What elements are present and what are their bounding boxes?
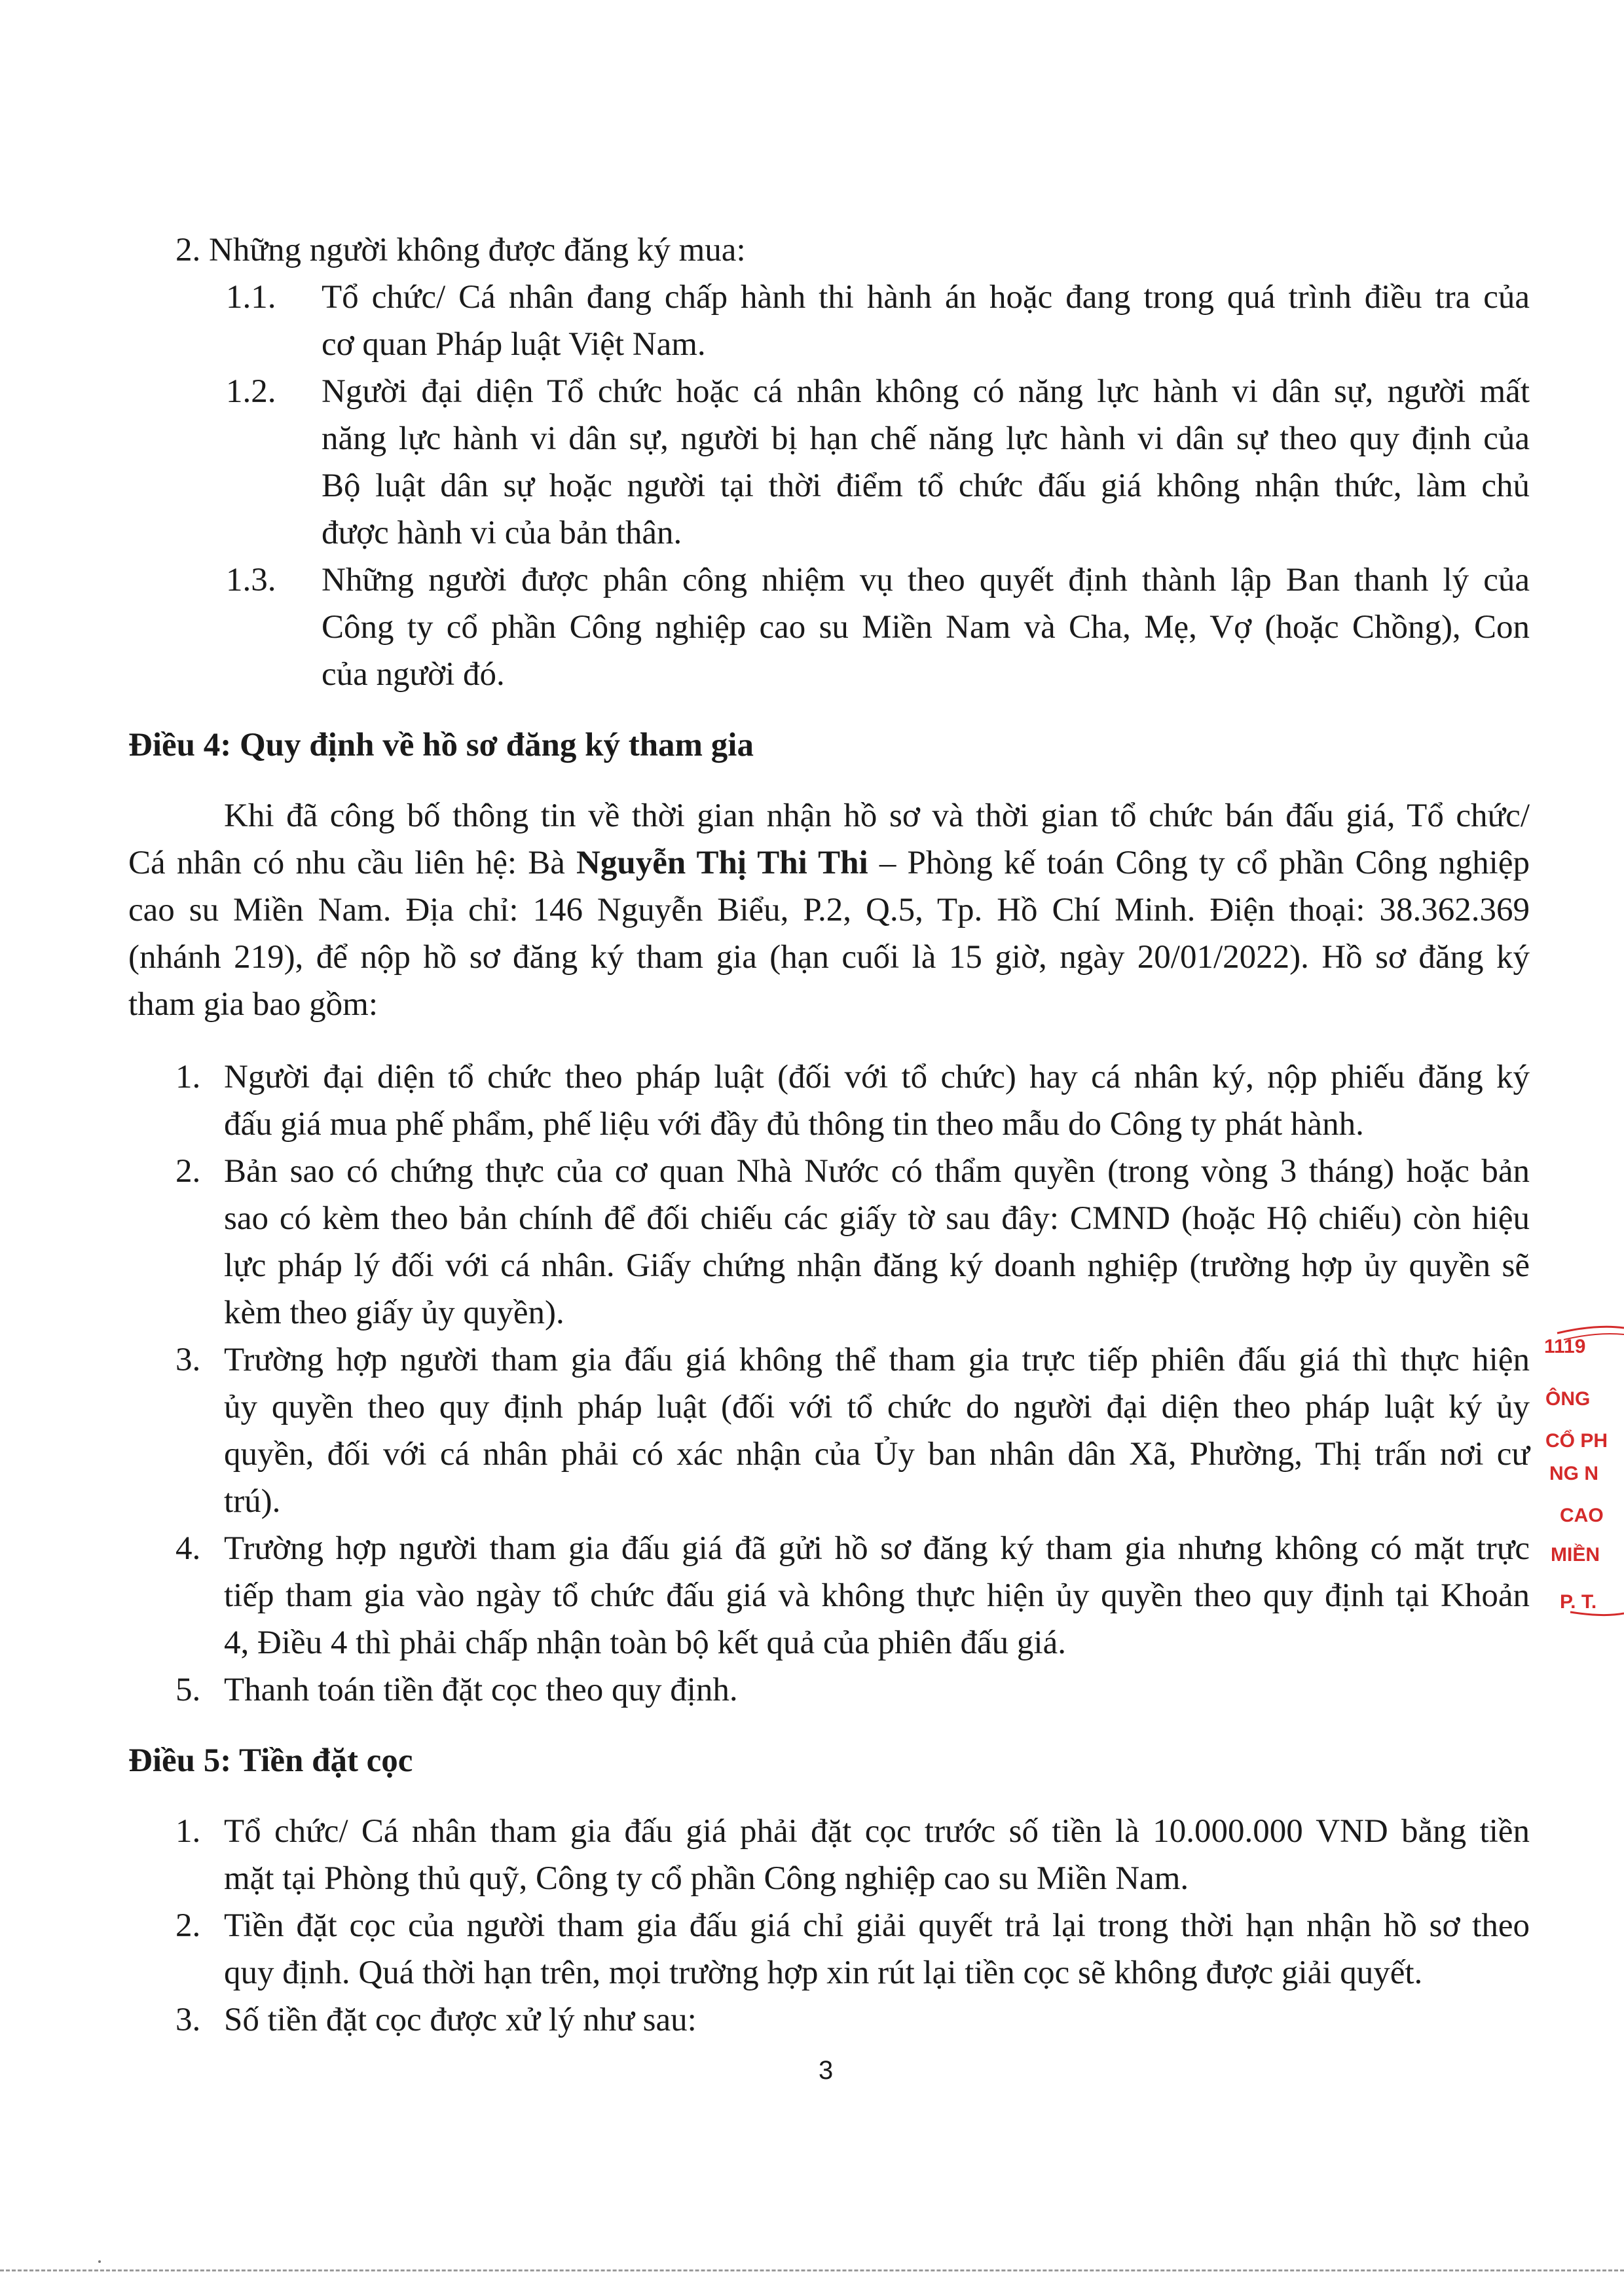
article-5-item-1-line-1: Tổ chức/ Cá nhân tham gia đấu giá phải đặt cọc trước số tiền là 10.000.000 VND bằng tiền xyxy=(224,1813,1530,1850)
article-4-item-2-line-4: kèm theo giấy ủy quyền). xyxy=(224,1294,564,1331)
article-5-item-3-line-1: Số tiền đặt cọc được xử lý như sau: xyxy=(224,2002,697,2038)
svg-text:NG N: NG N xyxy=(1549,1463,1598,1484)
article-4-item-4-line-3: 4, Điều 4 thì phải chấp nhận toàn bộ kết quả của phiên đấu giá. xyxy=(224,1625,1066,1661)
item-1-3-line-1: Những người được phân công nhiệm vụ theo quyết định thành lập Ban thanh lý của xyxy=(322,562,1530,598)
article-4-item-3-line-3: quyền, đối với cá nhân phải có xác nhận của Ủy ban nhân dân Xã, Phường, Thị trấn nơi cư xyxy=(224,1436,1530,1473)
article-4-item-3-line-4: trú). xyxy=(224,1483,281,1520)
item-1-3-line-3: của người đó. xyxy=(322,656,505,693)
page-number: 3 xyxy=(819,2056,834,2085)
item-1-1-line-2: cơ quan Pháp luật Việt Nam. xyxy=(322,326,706,363)
item-1-2-line-1: Người đại diện Tổ chức hoặc cá nhân không có năng lực hành vi dân sự, người mất xyxy=(322,373,1530,410)
contact-person-name: Nguyễn Thị Thi Thi xyxy=(576,845,868,881)
article-4-item-4-number: 4. xyxy=(175,1530,201,1567)
article-5-item-2-number: 2. xyxy=(175,1907,201,1944)
scan-speck xyxy=(98,2260,101,2263)
item-1-1-line-1: Tổ chức/ Cá nhân đang chấp hành thi hành án hoặc đang trong quá trình điều tra của xyxy=(322,279,1530,316)
article-4-item-1-line-2: đấu giá mua phế phẩm, phế liệu với đầy đủ thông tin theo mẫu do Công ty phát hành. xyxy=(224,1106,1364,1143)
article-4-item-5-number: 5. xyxy=(175,1672,201,1708)
svg-text:ÔNG: ÔNG xyxy=(1545,1388,1591,1410)
company-seal-stamp xyxy=(1531,1321,1624,1617)
article-4-paragraph-line-4: (nhánh 219), để nộp hồ sơ đăng ký tham gia (hạn cuối là 15 giờ, ngày 20/01/2022). Hồ sơ đăng ký xyxy=(128,939,1530,976)
svg-text:CỔ PH: CỔ PH xyxy=(1545,1430,1608,1452)
item-1-2-line-4: được hành vi của bản thân. xyxy=(322,515,682,551)
article-5-item-1-number: 1. xyxy=(175,1813,201,1850)
article-4-heading: Điều 4: Quy định về hồ sơ đăng ký tham gia xyxy=(128,727,754,763)
article-4-paragraph-line-3: cao su Miền Nam. Địa chỉ: 146 Nguyễn Biểu, P.2, Q.5, Tp. Hồ Chí Minh. Điện thoại: 38.362.369 xyxy=(128,892,1530,928)
article-4-item-3-number: 3. xyxy=(175,1342,201,1378)
article-5-item-2-line-2: quy định. Quá thời hạn trên, mọi trường hợp xin rút lại tiền cọc sẽ không được giải quyết. xyxy=(224,1955,1423,1991)
article-4-item-4-line-2: tiếp tham gia vào ngày tổ chức đấu giá và không thực hiện ủy quyền theo quy định tại Khoản xyxy=(224,1577,1530,1614)
article-4-paragraph-line-5: tham gia bao gồm: xyxy=(128,986,378,1023)
item-1-2-line-3: Bộ luật dân sự hoặc người tại thời điểm tổ chức đấu giá không nhận thức, làm chủ xyxy=(322,468,1530,504)
article-4-item-3-line-2: ủy quyền theo quy định pháp luật (đối với tổ chức do người đại diện theo pháp luật ký ủy xyxy=(224,1389,1530,1425)
article-4-item-2-line-1: Bản sao có chứng thực của cơ quan Nhà Nước có thẩm quyền (trong vòng 3 tháng) hoặc bản xyxy=(224,1153,1530,1190)
item-1-3-number: 1.3. xyxy=(226,562,276,598)
item-1-1-number: 1.1. xyxy=(226,279,276,316)
svg-text:1119: 1119 xyxy=(1544,1336,1586,1357)
footer-divider xyxy=(0,2269,1624,2271)
svg-text:CAO: CAO xyxy=(1560,1505,1604,1526)
article-5-heading: Điều 5: Tiền đặt cọc xyxy=(128,1742,413,1779)
section-2-intro: 2. Những người không được đăng ký mua: xyxy=(175,232,746,268)
article-4-item-2-line-2: sao có kèm theo bản chính để đối chiếu các giấy tờ sau đây: CMND (hoặc Hộ chiếu) còn hiệu xyxy=(224,1200,1530,1237)
article-4-item-1-number: 1. xyxy=(175,1059,201,1095)
article-4-item-5-line-1: Thanh toán tiền đặt cọc theo quy định. xyxy=(224,1672,738,1708)
svg-text:P. T.: P. T. xyxy=(1560,1591,1597,1613)
article-4-item-4-line-1: Trường hợp người tham gia đấu giá đã gửi hồ sơ đăng ký tham gia nhưng không có mặt trực xyxy=(224,1530,1530,1567)
article-4-paragraph-line-1: Khi đã công bố thông tin về thời gian nhận hồ sơ và thời gian tổ chức bán đấu giá, Tổ chức/ xyxy=(224,798,1530,834)
item-1-2-number: 1.2. xyxy=(226,373,276,410)
article-4-item-2-number: 2. xyxy=(175,1153,201,1190)
article-5-item-1-line-2: mặt tại Phòng thủ quỹ, Công ty cổ phần Công nghiệp cao su Miền Nam. xyxy=(224,1860,1189,1897)
svg-text:MIỀN: MIỀN xyxy=(1551,1544,1600,1566)
article-4-item-2-line-3: lực pháp lý đối với cá nhân. Giấy chứng nhận đăng ký doanh nghiệp (trường hợp ủy quyền sẽ xyxy=(224,1247,1530,1284)
article-5-item-2-line-1: Tiền đặt cọc của người tham gia đấu giá chỉ giải quyết trả lại trong thời hạn nhận hồ sơ theo xyxy=(224,1907,1530,1944)
article-4-item-3-line-1: Trường hợp người tham gia đấu giá không thể tham gia trực tiếp phiên đấu giá thì thực hiện xyxy=(224,1342,1530,1378)
article-4-paragraph-line-2: Cá nhân có nhu cầu liên hệ: Bà Nguyễn Thị Thi Thi – Phòng kế toán Công ty cổ phần Công nghiệp xyxy=(128,845,1530,881)
article-5-item-3-number: 3. xyxy=(175,2002,201,2038)
item-1-3-line-2: Công ty cổ phần Công nghiệp cao su Miền Nam và Cha, Mẹ, Vợ (hoặc Chồng), Con xyxy=(322,609,1530,646)
article-4-item-1-line-1: Người đại diện tổ chức theo pháp luật (đối với tổ chức) hay cá nhân ký, nộp phiếu đăng ký xyxy=(224,1059,1530,1095)
item-1-2-line-2: năng lực hành vi dân sự, người bị hạn chế năng lực hành vi dân sự theo quy định của xyxy=(322,420,1530,457)
